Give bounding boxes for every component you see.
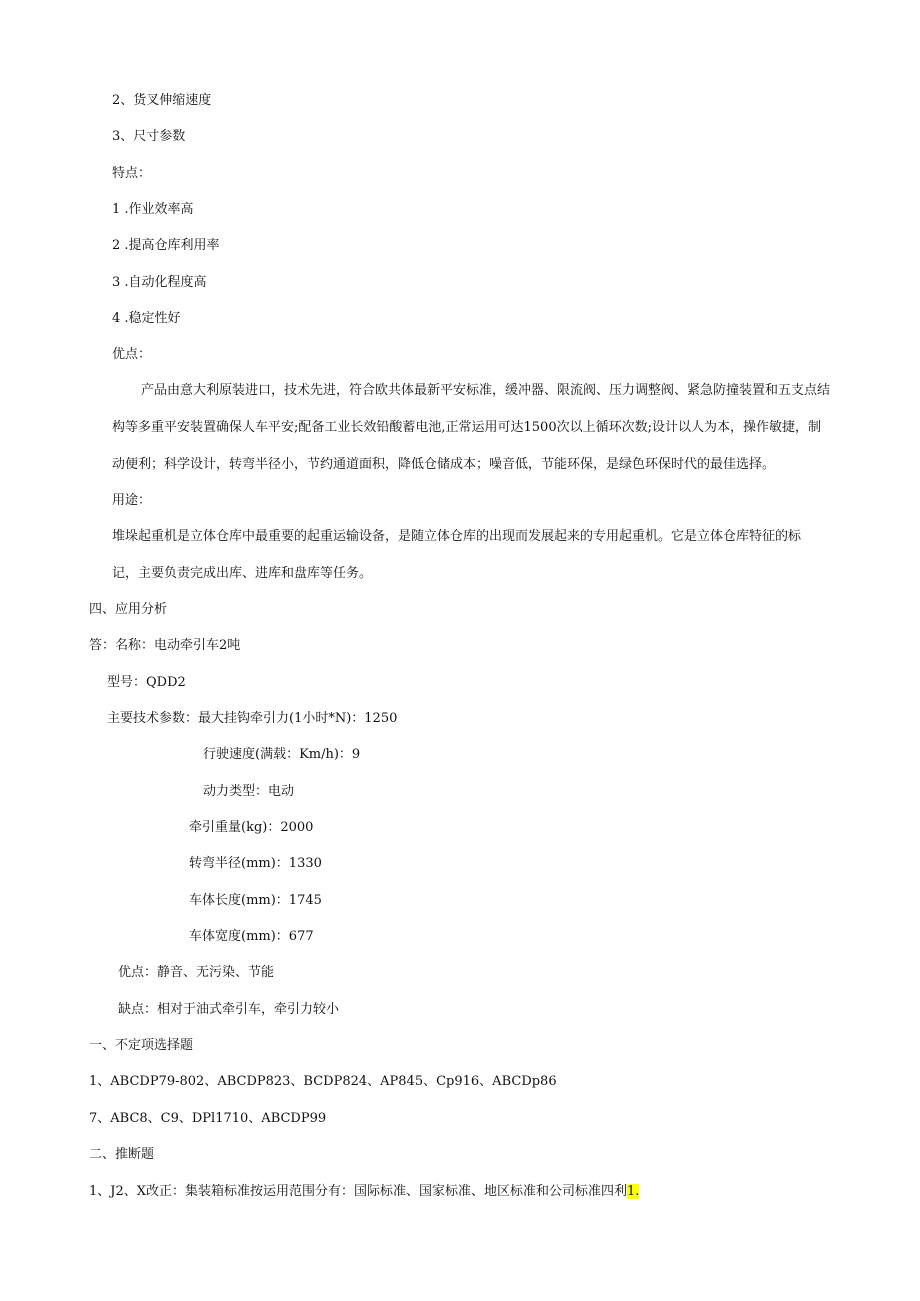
text-line: 3 .自动化程度高 — [112, 275, 207, 290]
section-heading: 四、应用分析 — [89, 602, 168, 617]
spec-line: 车体长度(mm)：1745 — [189, 893, 322, 908]
answer-line: 7、ABC8、C9、DPl1710、ABCDP99 — [89, 1111, 327, 1126]
text-line: 3、尺寸参数 — [112, 129, 186, 144]
paragraph-line: 堆垛起重机是立体仓库中最重要的起重运输设备，是随立体仓库的出现而发展起来的专用起重机。它是立体仓库特征的标 — [112, 529, 802, 544]
paragraph-line: 构等多重平安装置确保人车平安;配备工业长效铅酸蓄电池,正常运用可达1500次以上循环次数;设计以人为本，操作敏捷，制 — [112, 420, 821, 435]
spec-line: 行驶速度(满载：Km/h)：9 — [203, 747, 361, 762]
text-line: 4 .稳定性好 — [112, 311, 181, 326]
text-line: 型号：QDD2 — [107, 675, 186, 690]
answer-line — [89, 1183, 639, 1201]
text-line: 优点： — [112, 347, 152, 362]
highlighted-text: 1. — [627, 1184, 640, 1199]
text-line: 特点： — [112, 166, 152, 181]
spec-line: 牵引重量(kg)：2000 — [189, 820, 314, 835]
answer-text: 1、J2、X改正：集装箱标准按运用范围分有：国际标准、国家标准、地区标准和公司标准四利 — [89, 1184, 628, 1199]
paragraph-line: 产品由意大利原装进口，技术先进，符合欧共体最新平安标准，缓冲器、限流阀、压力调整阀、紧急防撞装置和五支点结 — [141, 383, 831, 398]
spec-line: 车体宽度(mm)：677 — [189, 929, 314, 944]
text-line: 主要技术参数：最大挂钩牵引力(1小时*N)：1250 — [107, 711, 398, 726]
text-line: 2 .提高仓库利用率 — [112, 238, 220, 253]
text-line: 优点：静音、无污染、节能 — [118, 965, 275, 980]
section-heading: 二、推断题 — [89, 1147, 155, 1162]
text-line: 1 .作业效率高 — [112, 202, 194, 217]
text-line: 2、货叉伸缩速度 — [112, 93, 212, 108]
paragraph-line: 动便利；科学设计，转弯半径小，节约通道面积，降低仓储成本；噪音低，节能环保，是绿色环保时代的最佳选择。 — [112, 457, 776, 472]
text-line: 缺点：相对于油式牵引车，牵引力较小 — [118, 1002, 340, 1017]
text-line: 用途： — [112, 493, 152, 508]
answer-line: 1、ABCDP79-802、ABCDP823、BCDP824、AP845、Cp916、ABCDp86 — [89, 1074, 557, 1089]
paragraph-line: 记，主要负责完成出库、进库和盘库等任务。 — [112, 566, 373, 581]
text-line: 答：名称：电动牵引车2吨 — [89, 638, 241, 653]
spec-line: 动力类型：电动 — [203, 784, 295, 799]
section-heading: 一、不定项选择题 — [89, 1038, 194, 1053]
spec-line: 转弯半径(mm)：1330 — [189, 856, 322, 871]
